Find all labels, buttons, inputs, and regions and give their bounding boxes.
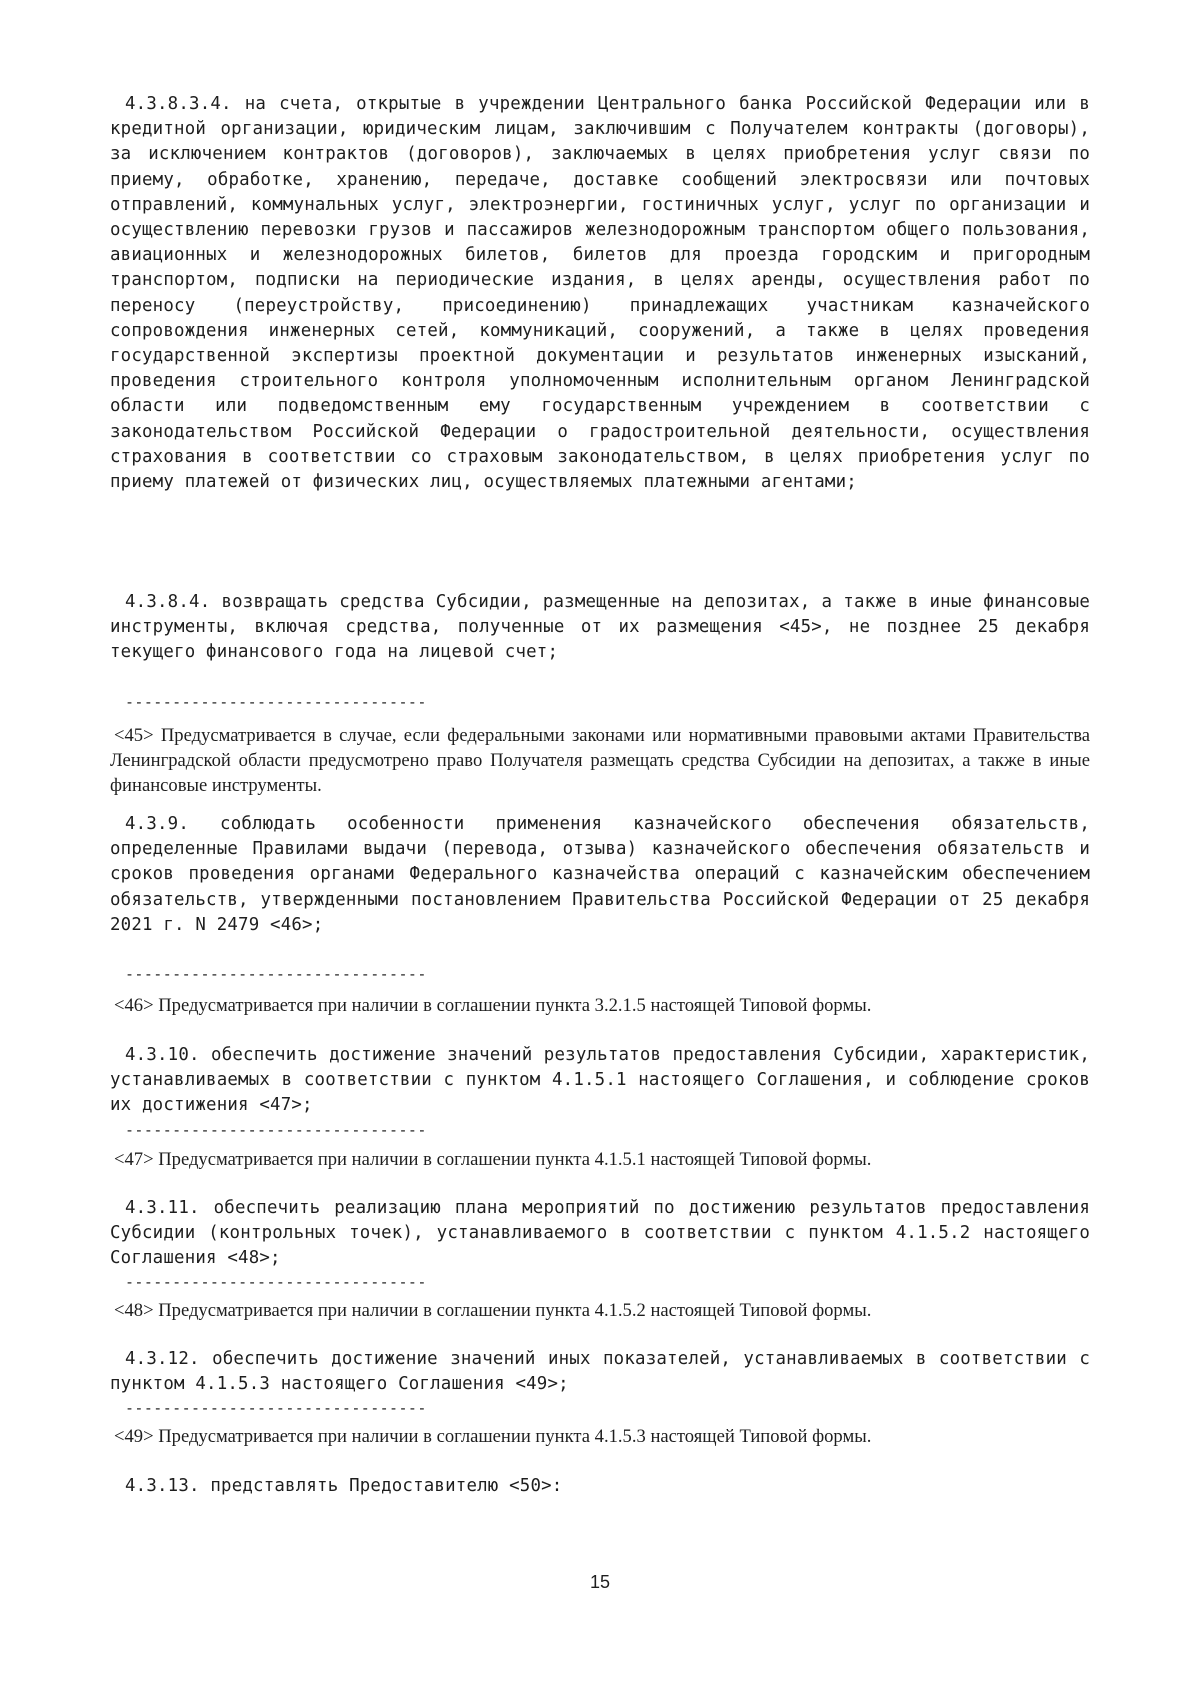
page-number: 15 bbox=[589, 1572, 611, 1592]
footnote-separator: -------------------------------- bbox=[125, 1274, 427, 1290]
paragraph-4-3-11: 4.3.11. обеспечить реализацию плана мероприятий по достижению результатов предоставления Субсидии (контрольных точек), устанавливаемого в соответствии с пунктом 4.1.5.2 настоящего Соглашения <48>; bbox=[110, 1198, 1090, 1269]
footnote-separator: -------------------------------- bbox=[125, 1122, 427, 1138]
paragraph-4-3-8-3-4: 4.3.8.3.4. на счета, открытые в учреждении Центрального банка Российской Федерации или в кредитной организации, юридическим лицам, заключившим с Получателем контракты (договоры), за исключением контрактов (договоров), заключаемых в целях приобретения услуг связи по приему, обработке, хранению, передаче, доставке сообщений электросвязи или почтовых отправлений, коммунальных услуг, электроэнергии, гостиничных услуг, услуг по организации и осуществлению перевозки грузов и пассажиров железнодорожным транспортом общего пользования, авиационных и железнодорожных билетов, билетов для проезда городским и пригородным транспортом, подписки на периодические издания, в целях аренды, осуществления работ по переносу (переустройству, присоединению) принадлежащих участникам казначейского сопровождения инженерных сетей, коммуникаций, сооружений, а также в целях проведения государственной экспертизы проектной документации и результатов инженерных изысканий, проведения строительного контроля уполномоченным исполнительным органом Ленинградской области или подведомственным ему государственным учреждением в соответствии с законодательством Российской Федерации о градостроительной деятельности, осуществления страхования в соответствии со страховым законодательством, в целях приобретения услуг по приему платежей от физических лиц, осуществляемых платежными агентами; bbox=[110, 94, 1090, 493]
footnote-46: <46> Предусматривается при наличии в соглашении пункта 3.2.1.5 настоящей Типовой формы. bbox=[114, 995, 872, 1016]
footnote-45: <45> Предусматривается в случае, если федеральными законами или нормативными правовыми актами Правительства Ленинградской области предусмотрено право Получателя размещать средства Субсидии на депозитах, а также в иные финансовые инструменты. bbox=[110, 725, 1090, 796]
paragraph-4-3-9: 4.3.9. соблюдать особенности применения казначейского обеспечения обязательств, определенные Правилами выдачи (перевода, отзыва) казначейского обеспечения обязательств и сроков проведения органами Федерального казначейства операций с казначейским обеспечением обязательств, утвержденными постановлением Правительства Российской Федерации от 25 декабря 2021 г. N 2479 <46>; bbox=[110, 814, 1090, 935]
footnote-separator: -------------------------------- bbox=[125, 966, 427, 982]
footnote-separator: -------------------------------- bbox=[125, 694, 427, 710]
footnote-47: <47> Предусматривается при наличии в соглашении пункта 4.1.5.1 настоящей Типовой формы. bbox=[114, 1149, 872, 1170]
footnote-separator: -------------------------------- bbox=[125, 1400, 427, 1416]
paragraph-4-3-8-4: 4.3.8.4. возвращать средства Субсидии, размещенные на депозитах, а также в иные финансовые инструменты, включая средства, полученные от их размещения <45>, не позднее 25 декабря текущего финансового года на лицевой счет; bbox=[110, 592, 1090, 663]
paragraph-4-3-13: 4.3.13. представлять Предоставителю <50>: bbox=[125, 1476, 563, 1496]
footnote-48: <48> Предусматривается при наличии в соглашении пункта 4.1.5.2 настоящей Типовой формы. bbox=[114, 1300, 872, 1321]
paragraph-4-3-12: 4.3.12. обеспечить достижение значений иных показателей, устанавливаемых в соответствии с пунктом 4.1.5.3 настоящего Соглашения <49>; bbox=[110, 1349, 1090, 1395]
paragraph-4-3-10: 4.3.10. обеспечить достижение значений результатов предоставления Субсидии, характеристик, устанавливаемых в соответствии с пунктом 4.1.5.1 настоящего Соглашения, и соблюдение сроков их достижения <47>; bbox=[110, 1045, 1090, 1116]
footnote-49: <49> Предусматривается при наличии в соглашении пункта 4.1.5.3 настоящей Типовой формы. bbox=[114, 1426, 872, 1447]
